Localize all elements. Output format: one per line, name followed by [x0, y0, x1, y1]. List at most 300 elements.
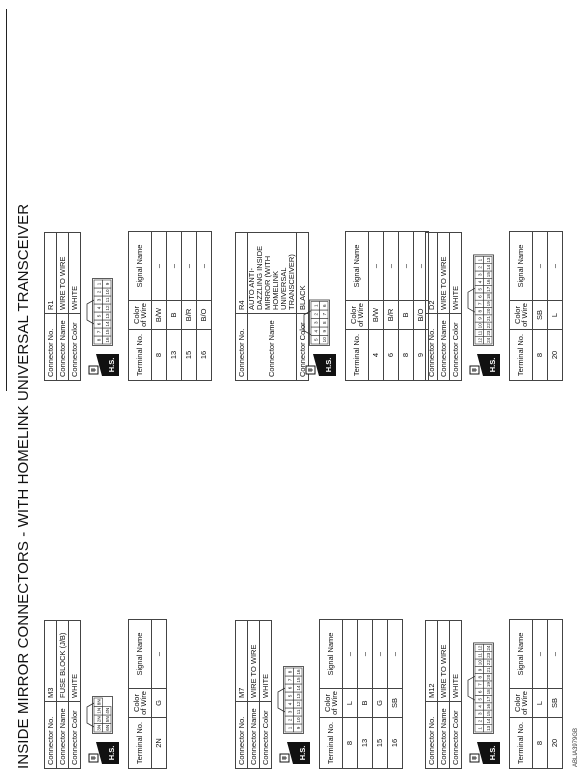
terminal-number: 20	[548, 718, 563, 769]
terminal-number: 13	[167, 330, 182, 381]
info-value: WHITE	[260, 621, 272, 702]
cavity-3-13	[103, 296, 112, 304]
cavity-number: 11	[477, 330, 483, 336]
info-row	[57, 233, 69, 381]
connector-face-diagram	[300, 299, 331, 348]
cavity-number: 16	[104, 337, 110, 343]
terminal-no-header: Terminal No.	[510, 718, 533, 769]
signal-name: –	[358, 620, 373, 689]
cavity-5-18	[484, 293, 493, 300]
cavity-number: 10	[295, 717, 301, 723]
cavity-number: 2	[313, 312, 319, 316]
table-row	[548, 620, 563, 769]
cavity-1-12	[294, 692, 303, 700]
connector-face-diagram	[83, 695, 114, 735]
info-row	[426, 233, 438, 381]
info-value: AUTO ANTI-DAZZLING INSIDE MIRROR (WITH HOMELINK UNIVERSAL TRANSCEIVER)	[248, 233, 297, 314]
connector-block-0	[44, 589, 224, 769]
cavity-0-1	[94, 715, 103, 724]
terminal-no-header: Terminal No.	[320, 718, 343, 769]
terminal-number: 9	[414, 330, 429, 381]
connector-block-3	[44, 201, 224, 381]
wire-color: B/W	[369, 301, 384, 330]
connector-block-2	[425, 589, 583, 769]
cavity-1-0	[285, 724, 294, 732]
info-label: Connector No.	[45, 702, 57, 769]
cavity-number: 12	[295, 701, 301, 707]
figure-code: ABLIA3979GB	[573, 727, 579, 767]
info-row	[450, 621, 462, 769]
cavity-number: 20	[485, 674, 491, 680]
terminal-header-row	[510, 620, 533, 769]
cavity-number: 9	[104, 282, 110, 286]
cavity-1-3	[285, 700, 294, 708]
cavity-number: 4	[477, 705, 483, 708]
cavity-number: 4	[287, 702, 293, 706]
cavity-number: 12	[477, 337, 483, 343]
cavity-3-11	[103, 312, 112, 320]
info-label: Connector Name	[438, 314, 450, 381]
wire-color: B	[358, 689, 373, 718]
cavity-number: 7	[96, 330, 102, 334]
terminal-no-header: Terminal No.	[129, 718, 152, 769]
signal-name-header: Signal Name	[129, 620, 152, 689]
terminal-header-row	[346, 232, 369, 381]
wire-color: B/O	[414, 301, 429, 330]
cavity-number: 11	[104, 297, 110, 303]
wire-color: SB	[388, 689, 403, 718]
cavity-1-2	[285, 708, 294, 716]
cavity-number: 9	[477, 668, 483, 672]
cavity-2-13	[484, 717, 493, 724]
info-value: FUSE BLOCK (J/B)	[57, 621, 69, 702]
cavity-number: 10	[104, 289, 110, 295]
wire-color-header: Color of Wire	[510, 301, 533, 330]
cavity-2-1	[475, 717, 484, 724]
cavity-number: 4	[477, 280, 483, 284]
info-row	[248, 621, 260, 769]
cavity-5-10	[475, 264, 484, 271]
table-row	[369, 232, 384, 381]
info-label: Connector Color	[450, 702, 462, 769]
cavity-5-5	[475, 300, 484, 307]
cavity-1-15	[294, 668, 303, 676]
wire-color-header: Color of Wire	[510, 689, 533, 718]
wire-color: L	[548, 301, 563, 330]
cavity-number: 16	[295, 669, 301, 675]
cavity-3-14	[103, 288, 112, 296]
cavity-2-20	[484, 666, 493, 673]
cavity-number: 1	[287, 726, 293, 730]
terminal-number: 16	[388, 718, 403, 769]
info-value: R4	[236, 233, 248, 314]
cavity-number: 13	[104, 313, 110, 319]
info-label: Connector No.	[426, 314, 438, 381]
info-value: WHITE	[69, 233, 81, 314]
cavity-3-1	[94, 328, 103, 336]
info-row	[57, 621, 69, 769]
cavity-5-12	[484, 337, 493, 344]
cavity-5-17	[484, 300, 493, 307]
info-label: Connector No.	[426, 702, 438, 769]
connector-info-table	[425, 232, 462, 381]
info-label: Connector No.	[236, 702, 248, 769]
cavity-5-16	[484, 308, 493, 315]
cavity-number: 10	[477, 323, 483, 329]
info-row	[69, 621, 81, 769]
cavity-number: 3	[287, 710, 293, 714]
connector-face-diagram	[83, 277, 114, 347]
signal-name-header: Signal Name	[510, 232, 533, 301]
cavity-1-14	[294, 676, 303, 684]
cavity-number: 18	[485, 689, 491, 695]
cavity-5-3	[475, 315, 484, 322]
hs-label: H.S.	[488, 745, 497, 761]
connector-info-table	[425, 620, 462, 769]
connector-block-1	[235, 589, 415, 769]
cavity-3-9	[103, 328, 112, 336]
cavity-number: 2N	[96, 716, 102, 723]
info-row	[236, 233, 248, 381]
cavity-1-1	[285, 716, 294, 724]
cavity-number: 12	[104, 305, 110, 311]
cavity-number: 15	[485, 711, 491, 717]
cavity-5-13	[484, 329, 493, 336]
hs-label: H.S.	[107, 357, 116, 373]
wire-color: SB	[548, 689, 563, 718]
hs-label: H.S.	[107, 745, 116, 761]
cavity-4-7	[320, 319, 329, 328]
cavity-number: 17	[485, 286, 491, 292]
terminal-number: 8	[533, 718, 548, 769]
cavity-1-5	[285, 684, 294, 692]
info-value: BLACK	[297, 233, 309, 314]
cavity-number: 23	[485, 652, 491, 658]
table-row	[167, 232, 182, 381]
terminal-header-row	[320, 620, 343, 769]
info-row	[45, 621, 57, 769]
cavity-0-6	[103, 707, 112, 716]
signal-name-header: Signal Name	[346, 232, 369, 301]
signal-name: –	[533, 232, 548, 301]
info-value: WIRE TO WIRE	[248, 621, 260, 702]
cavity-number: 3	[313, 321, 319, 325]
cavity-number: 8	[96, 338, 102, 342]
info-value: WIRE TO WIRE	[438, 233, 450, 314]
cavity-4-8	[320, 310, 329, 319]
cavity-3-15	[103, 280, 112, 288]
cavity-number: 14	[295, 685, 301, 691]
wire-color: B/O	[197, 301, 212, 330]
info-row	[426, 621, 438, 769]
terminal-number: 13	[358, 718, 373, 769]
cavity-number: 3	[96, 298, 102, 302]
cavity-number: 24	[485, 645, 491, 651]
cavity-5-6	[475, 293, 484, 300]
terminal-header-row	[129, 232, 152, 381]
table-row	[182, 232, 197, 381]
cavity-number: 21	[485, 667, 491, 673]
connector-block-5	[425, 201, 583, 381]
cavity-0-4	[103, 724, 112, 733]
cavity-2-0	[475, 725, 484, 732]
cavity-number: 17	[485, 696, 491, 702]
cavity-4-1	[311, 327, 320, 336]
info-label: Connector Name	[57, 702, 69, 769]
wire-color-header: Color of Wire	[320, 689, 343, 718]
cavity-0-2	[94, 707, 103, 716]
terminal-number: 2N	[152, 718, 167, 769]
info-label: Connector Color	[260, 702, 272, 769]
cavity-number: 7	[477, 302, 483, 306]
cavity-number: 14	[485, 718, 491, 724]
info-row	[260, 621, 272, 769]
cavity-1-11	[294, 700, 303, 708]
signal-name: –	[548, 620, 563, 689]
info-label: Connector No.	[236, 314, 248, 381]
info-row	[438, 233, 450, 381]
info-row	[248, 233, 297, 381]
table-row	[373, 620, 388, 769]
signal-name-header: Signal Name	[320, 620, 343, 689]
terminal-no-header: Terminal No.	[129, 330, 152, 381]
info-row	[450, 233, 462, 381]
info-row	[236, 621, 248, 769]
cavity-number: 11	[477, 652, 483, 658]
terminal-number: 15	[373, 718, 388, 769]
cavity-3-8	[103, 336, 112, 344]
cavity-5-9	[475, 271, 484, 278]
info-label: Connector No.	[45, 314, 57, 381]
cavity-3-10	[103, 320, 112, 328]
cavity-number: 7	[287, 678, 293, 682]
terminal-no-header: Terminal No.	[346, 330, 369, 381]
cavity-4-2	[311, 319, 320, 328]
wire-color: SB	[533, 301, 548, 330]
cavity-5-19	[484, 286, 493, 293]
connector-face-diagram	[464, 641, 495, 735]
cavity-5-20	[484, 278, 493, 285]
wire-color: G	[152, 689, 167, 718]
info-label: Connector Name	[438, 702, 450, 769]
signal-name: –	[384, 232, 399, 301]
cavity-3-7	[94, 280, 103, 288]
cavity-2-14	[484, 710, 493, 717]
terminal-table	[509, 231, 563, 381]
cavity-1-6	[285, 676, 294, 684]
terminal-number: 4	[369, 330, 384, 381]
cavity-1-10	[294, 708, 303, 716]
cavity-number: 6	[96, 322, 102, 326]
hs-icon	[469, 353, 501, 377]
cavity-2-17	[484, 688, 493, 695]
cavity-number: 12	[477, 645, 483, 651]
terminal-table	[128, 619, 167, 769]
cavity-3-12	[103, 304, 112, 312]
terminal-header-row	[510, 232, 533, 381]
cavity-2-10	[475, 652, 484, 659]
cavity-3-3	[94, 312, 103, 320]
cavity-3-6	[94, 288, 103, 296]
cavity-1-8	[294, 724, 303, 732]
connector-info-table	[44, 620, 81, 769]
hs-icon	[469, 741, 501, 765]
cavity-5-14	[484, 322, 493, 329]
cavity-number: 10	[321, 337, 327, 343]
info-value: D2	[426, 233, 438, 314]
cavity-number: 19	[485, 301, 491, 307]
cavity-number: 5	[313, 338, 319, 342]
signal-name: –	[399, 232, 414, 301]
terminal-number: 8	[399, 330, 414, 381]
cavity-2-23	[484, 644, 493, 651]
cavity-3-0	[94, 336, 103, 344]
cavity-5-23	[484, 256, 493, 263]
cavity-number: 2	[477, 719, 483, 723]
info-value: WHITE	[450, 233, 462, 314]
cavity-number: 13	[295, 693, 301, 699]
wire-color: B/W	[152, 301, 167, 330]
cavity-2-8	[475, 666, 484, 673]
terminal-header-row	[129, 620, 152, 769]
cavity-0-5	[103, 715, 112, 724]
wire-color: B	[399, 301, 414, 330]
signal-name: –	[152, 620, 167, 689]
cavity-1-7	[285, 668, 294, 676]
signal-name: –	[388, 620, 403, 689]
cavity-number: 6	[287, 686, 293, 690]
wire-color-header: Color of Wire	[129, 689, 152, 718]
cavity-number: 8	[477, 675, 483, 679]
cavity-number: 1	[477, 258, 483, 262]
terminal-table	[319, 619, 403, 769]
cavity-2-19	[484, 674, 493, 681]
terminal-number: 8	[533, 330, 548, 381]
cavity-number: 9	[477, 317, 483, 320]
cavity-2-5	[475, 688, 484, 695]
cavity-number: 1	[96, 282, 102, 286]
connector-block-4	[235, 201, 426, 381]
cavity-number: 6	[477, 690, 483, 694]
cavity-number: 7	[321, 312, 327, 316]
connector-face-diagram	[274, 665, 305, 735]
cavity-number: 10	[477, 660, 483, 666]
cavity-number: 3	[477, 273, 483, 276]
table-row	[358, 620, 373, 769]
info-label: Connector Color	[69, 314, 81, 381]
table-row	[152, 232, 167, 381]
info-value: R1	[45, 233, 57, 314]
info-value: M12	[426, 621, 438, 702]
cavity-number: 14	[104, 321, 110, 327]
cavity-5-11	[475, 256, 484, 263]
cavity-number: 16	[485, 703, 491, 710]
wire-color: B/R	[384, 301, 399, 330]
cavity-number: 9	[321, 329, 327, 333]
cavity-4-9	[320, 302, 329, 311]
signal-name: –	[167, 232, 182, 301]
cavity-number: 6N	[104, 724, 110, 731]
cavity-1-13	[294, 684, 303, 692]
cavity-4-3	[311, 310, 320, 319]
cavity-number: 24	[485, 337, 491, 343]
table-row	[399, 232, 414, 381]
cavity-2-6	[475, 681, 484, 688]
signal-name: –	[182, 232, 197, 301]
info-label: Connector Color	[297, 314, 309, 381]
table-row	[533, 232, 548, 381]
signal-name: –	[197, 232, 212, 301]
cavity-5-22	[484, 264, 493, 271]
cavity-5-21	[484, 271, 493, 278]
terminal-number: 8	[343, 718, 358, 769]
cavity-number: 14	[485, 264, 491, 270]
cavity-0-0	[94, 724, 103, 733]
cavity-number: 4	[96, 306, 102, 310]
cavity-number: 8	[477, 309, 483, 313]
connector-face-diagram	[464, 253, 495, 347]
hs-label: H.S.	[324, 357, 333, 373]
info-label: Connector Name	[57, 314, 69, 381]
cavity-number: 4N	[104, 707, 110, 714]
table-row	[533, 620, 548, 769]
cavity-2-2	[475, 710, 484, 717]
info-row	[69, 233, 81, 381]
hs-icon	[305, 353, 337, 377]
column-divider	[6, 9, 7, 391]
cavity-2-18	[484, 681, 493, 688]
cavity-number: 7	[477, 683, 483, 686]
cavity-number: 2	[287, 718, 293, 722]
cavity-2-12	[484, 725, 493, 732]
cavity-number: 13	[485, 725, 491, 731]
cavity-5-0	[475, 337, 484, 344]
connector-info-table	[235, 232, 309, 381]
cavity-1-9	[294, 716, 303, 724]
cavity-number: 1N	[96, 707, 102, 714]
cavity-1-4	[285, 692, 294, 700]
connector-info-table	[235, 620, 272, 769]
cavity-number: 19	[485, 681, 491, 688]
info-row	[45, 233, 57, 381]
cavity-number: 9	[295, 726, 301, 730]
cavity-3-2	[94, 320, 103, 328]
cavity-0-3	[94, 698, 103, 707]
cavity-2-7	[475, 674, 484, 681]
cavity-number: 4	[313, 329, 319, 333]
wire-color: B	[167, 301, 182, 330]
cavity-number: 15	[295, 677, 301, 683]
wire-color: G	[373, 689, 388, 718]
cavity-number: 16	[485, 279, 491, 285]
cavity-number: 8	[321, 321, 327, 325]
cavity-2-22	[484, 652, 493, 659]
info-value: WHITE	[69, 621, 81, 702]
signal-name: –	[533, 620, 548, 689]
cavity-number: 1	[477, 727, 483, 730]
cavity-number: 3N	[96, 724, 102, 731]
cavity-4-4	[311, 302, 320, 311]
cavity-number: 21	[485, 315, 491, 322]
terminal-no-header: Terminal No.	[510, 330, 533, 381]
signal-name: –	[152, 232, 167, 301]
cavity-2-21	[484, 659, 493, 666]
signal-name: –	[414, 232, 429, 301]
wire-color: L	[343, 689, 358, 718]
signal-name-header: Signal Name	[129, 232, 152, 301]
cavity-number: 2	[477, 266, 483, 269]
cavity-2-11	[475, 644, 484, 651]
